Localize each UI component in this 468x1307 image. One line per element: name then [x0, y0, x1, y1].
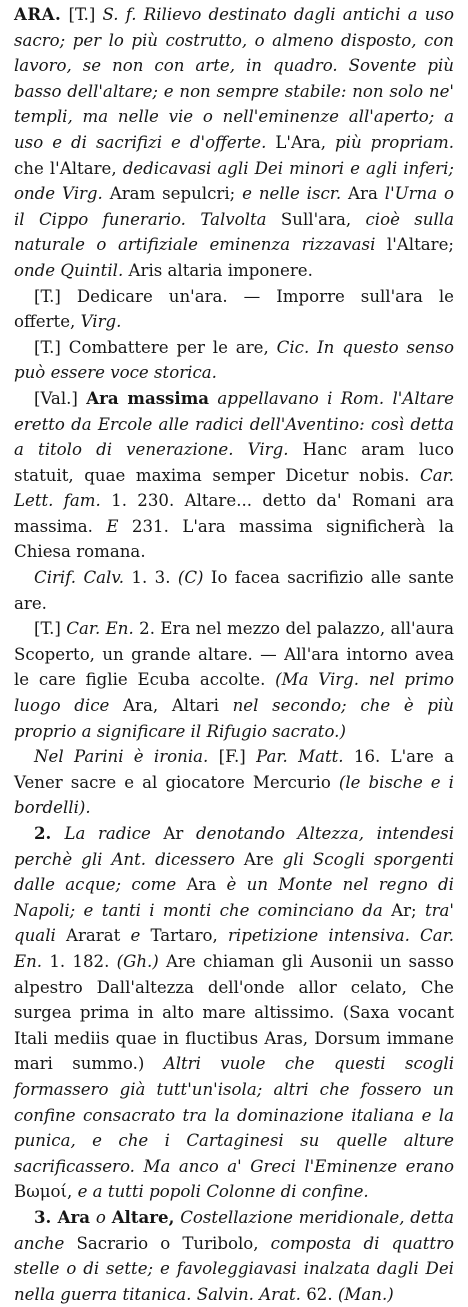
text-span: gli Scogli sporgenti dalle acque; come — [14, 849, 454, 895]
text-span: Io facea sacrifizio alle sante are. — [14, 568, 454, 613]
text-span: Ara, Altari — [109, 696, 233, 716]
entry-headword: ARA. — [14, 4, 62, 24]
text-span: 62. — [300, 1284, 338, 1304]
text-span: Ara — [341, 184, 385, 204]
text-span: Cic. In questo senso può essere voce storica. — [14, 337, 454, 383]
entry-paragraph — [14, 386, 454, 565]
text-span: ripetizione intensiva. Car. En. — [14, 926, 454, 971]
text-span: Sacrario o Turibolo, — [64, 1233, 271, 1253]
text-span: [T.] — [34, 619, 67, 639]
text-span: Car. En. — [66, 619, 134, 639]
text-span: Sull'ara, — [266, 209, 366, 229]
text-span: S. f. Rilievo destinato dagli antichi a uso sacro; per lo più costrutto, o almeno disposto, con lavoro, se non con arte, in quadro. Sovente più basso dell'altare; e non sempre stabile: non solo ne' templi, ma nelle vie o nell'eminenze all'aperto; a uso e di sacrifizi e d'offerte. — [14, 5, 454, 152]
text-span: Ara — [176, 875, 227, 895]
entry-paragraph — [14, 284, 454, 335]
text-span: Ar — [150, 824, 196, 843]
text-span: Are chiaman gli Ausonii un sasso alpestro Dall'altezza dell'onde allor celato, Che surgea prima in alto mare altissimo. (Saxa vocant Itali mediis quae in fluctibus Aras, Dorsum immane mari summo.) — [14, 951, 454, 1074]
text-span: onde Quintil. — [14, 260, 124, 280]
text-span: Hanc aram luco statuit, quae maxima semper Dicetur nobis. — [14, 440, 454, 485]
text-span: Ara massima — [86, 387, 210, 408]
text-span: [T.] Dedicare un'ara. — Imporre sull'ara le offerte, — [14, 286, 454, 332]
text-span: Tartaro, — [140, 926, 228, 946]
text-span: denotando Altezza, intendesi perchè gli Ant. dicessero — [14, 824, 455, 869]
text-span: E — [106, 516, 119, 536]
entry-paragraph — [14, 616, 454, 744]
text-span: Altare, — [111, 1206, 175, 1227]
entry-definition — [14, 2, 454, 284]
text-span: è un Monte nel regno di Napoli; e tanti i monti che cominciano da — [14, 875, 454, 920]
entry-paragraph — [14, 565, 454, 616]
text-span: Aris altaria imponere. — [123, 260, 313, 280]
entry-sense-2 — [14, 821, 454, 1205]
text-span: Are — [234, 849, 283, 869]
entry-paragraph — [14, 744, 454, 821]
sense-number: 2. — [34, 823, 65, 843]
text-span: Ar; — [382, 900, 425, 920]
text-span: Nel Parini è ironia. — [34, 747, 209, 767]
entry-sense-3 — [14, 1205, 454, 1307]
text-span: 231. L'ara massima significherà la Chiesa romana. — [14, 516, 454, 562]
text-span: appellavano i Rom. l'Altare eretto da Ercole alle radici dell'Aventino: così detta a titolo di venerazione. Virg. — [14, 388, 454, 460]
text-span: Costellazione meridionale, detta anche — [14, 1207, 454, 1253]
text-span: e a tutti popoli Colonne di confine. — [77, 1182, 369, 1202]
text-span: composta di quattro stelle o di sette; e favoleggiavasi inalzata dagli Dei nella guerra titanica. Salvin. Arat. — [14, 1233, 454, 1304]
text-span: cioè sulla naturale o artifiziale eminenza rizzavasi — [14, 209, 455, 255]
sense-number: 3. Ara — [34, 1206, 91, 1227]
text-span: Par. Matt. — [256, 747, 344, 767]
text-span: Virg. — [80, 312, 122, 332]
text-span: 2. Era nel mezzo del palazzo, all'aura Scoperto, un grande altare. — All'ara intorno avea le care figlie Ecuba accolte. — [14, 619, 454, 690]
text-span: [F.] — [208, 747, 257, 767]
text-span: Car. Lett. fam. — [14, 465, 454, 511]
text-span: dedicavasi agli Dei minori e agli inferi; onde Virg. — [14, 158, 454, 204]
entry-paragraph — [14, 335, 454, 386]
text-span: o — [90, 1207, 112, 1227]
text-span: [T.] — [61, 5, 103, 24]
text-span: 16. L'are a Vener sacre e al giocatore Mercurio — [14, 747, 454, 792]
text-span: e nelle iscr. — [242, 184, 342, 204]
text-span: e — [130, 926, 141, 946]
text-span: l'Urna o il Cippo funerario. Talvolta — [14, 184, 455, 229]
text-span: (le bische e i bordelli). — [14, 772, 454, 818]
text-span: 1. 3. — [124, 568, 178, 588]
text-span: [Val.] — [34, 388, 87, 408]
text-span: che l'Altare, — [14, 158, 123, 178]
text-span: 1. 230. Altare... detto da' Romani ara massima. — [14, 491, 454, 536]
text-span: tra' quali — [14, 900, 454, 946]
text-span: (Gh.) — [116, 951, 159, 971]
text-span: (Ma Virg. nel primo luogo dice — [14, 670, 454, 716]
text-span: Βωμοί, — [14, 1182, 78, 1202]
text-span: (C) — [177, 568, 204, 588]
text-span: [T.] Combattere per le are, — [34, 337, 277, 357]
text-span: La radice — [64, 824, 151, 843]
text-span: più propriam. — [335, 132, 454, 152]
text-span: Altri vuole che questi scogli formassero già tutt'un'isola; altri che fossero un confine consacrato tra la dominazione italiana e la punica, e che i Cartaginesi su quelle alture sacrificassero. Ma anco a' Greci l'Eminenze erano — [14, 1054, 454, 1176]
text-span: Aram sepulcri; — [102, 184, 243, 204]
text-span: Cirif. Calv. — [34, 568, 125, 588]
text-span: 1. 182. — [42, 951, 117, 971]
text-span: L'Ara, — [266, 132, 336, 152]
text-span: l'Altare; — [375, 235, 454, 255]
text-span: (Man.) — [337, 1284, 394, 1304]
text-span: Ararat — [55, 926, 131, 946]
text-span: nel secondo; che è più proprio a significare il Rifugio sacrato.) — [14, 696, 454, 741]
